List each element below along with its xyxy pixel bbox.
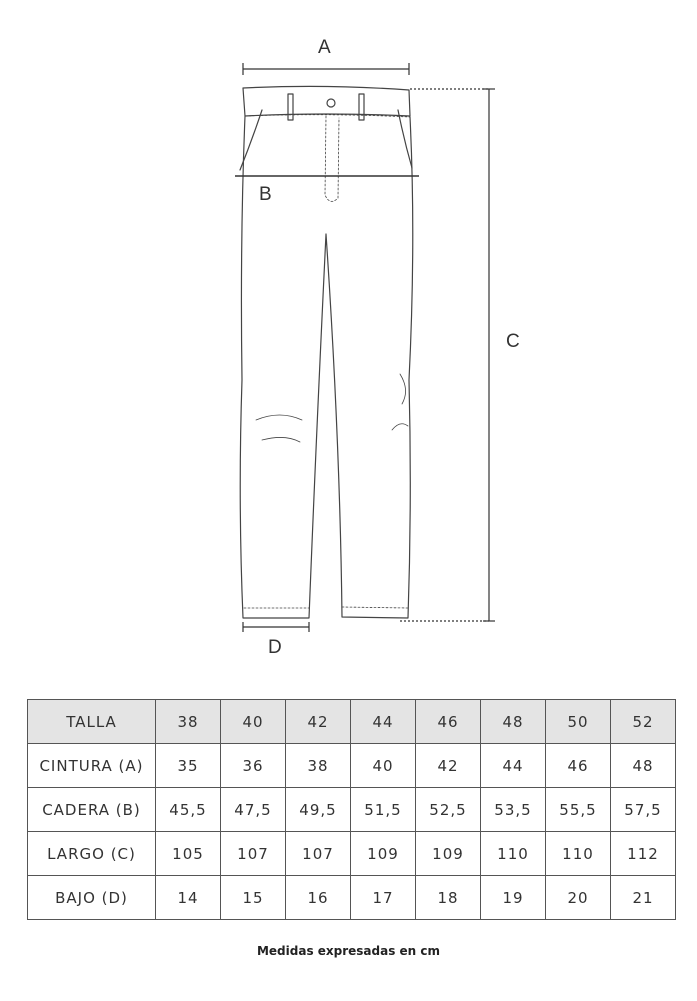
value-cell: 47,5 <box>221 788 286 832</box>
value-cell: 53,5 <box>481 788 546 832</box>
dimension-a-label: A <box>318 37 331 58</box>
value-cell: 14 <box>156 876 221 920</box>
value-cell: 20 <box>546 876 611 920</box>
value-cell: 17 <box>351 876 416 920</box>
value-cell: 110 <box>481 832 546 876</box>
value-cell: 55,5 <box>546 788 611 832</box>
size-cell: 50 <box>546 700 611 744</box>
value-cell: 35 <box>156 744 221 788</box>
dimension-b-label: B <box>259 184 272 205</box>
value-cell: 42 <box>416 744 481 788</box>
table-row <box>28 876 676 920</box>
value-cell: 44 <box>481 744 546 788</box>
table-row <box>28 832 676 876</box>
table-row <box>28 744 676 788</box>
value-cell: 51,5 <box>351 788 416 832</box>
size-table <box>27 699 676 920</box>
value-cell: 45,5 <box>156 788 221 832</box>
row-label: LARGO (C) <box>28 832 156 876</box>
value-cell: 52,5 <box>416 788 481 832</box>
footnote: Medidas expresadas en cm <box>256 944 441 958</box>
value-cell: 110 <box>546 832 611 876</box>
header-label: TALLA <box>28 700 156 744</box>
waistband <box>243 86 410 116</box>
value-cell: 19 <box>481 876 546 920</box>
size-cell: 44 <box>351 700 416 744</box>
value-cell: 49,5 <box>286 788 351 832</box>
value-cell: 46 <box>546 744 611 788</box>
value-cell: 16 <box>286 876 351 920</box>
dimension-a <box>243 63 409 75</box>
row-label: CADERA (B) <box>28 788 156 832</box>
belt-loop-right <box>359 94 364 120</box>
value-cell: 48 <box>611 744 676 788</box>
value-cell: 15 <box>221 876 286 920</box>
row-label: BAJO (D) <box>28 876 156 920</box>
dimension-c-label: C <box>506 331 520 352</box>
value-cell: 36 <box>221 744 286 788</box>
pocket-left <box>240 110 262 170</box>
value-cell: 107 <box>286 832 351 876</box>
belt-loop-left <box>288 94 293 120</box>
value-cell: 109 <box>416 832 481 876</box>
waist-button <box>327 99 335 107</box>
value-cell: 38 <box>286 744 351 788</box>
value-cell: 107 <box>221 832 286 876</box>
value-cell: 40 <box>351 744 416 788</box>
size-cell: 46 <box>416 700 481 744</box>
value-cell: 21 <box>611 876 676 920</box>
dimension-d <box>243 622 309 632</box>
value-cell: 112 <box>611 832 676 876</box>
size-cell: 38 <box>156 700 221 744</box>
value-cell: 109 <box>351 832 416 876</box>
value-cell: 105 <box>156 832 221 876</box>
table-header-row <box>28 700 676 744</box>
table-row <box>28 788 676 832</box>
value-cell: 57,5 <box>611 788 676 832</box>
dimension-c <box>400 89 495 621</box>
size-cell: 52 <box>611 700 676 744</box>
value-cell: 18 <box>416 876 481 920</box>
size-cell: 40 <box>221 700 286 744</box>
row-label: CINTURA (A) <box>28 744 156 788</box>
size-cell: 42 <box>286 700 351 744</box>
fly-stitch <box>325 116 339 201</box>
dimension-d-label: D <box>268 637 282 658</box>
size-cell: 48 <box>481 700 546 744</box>
